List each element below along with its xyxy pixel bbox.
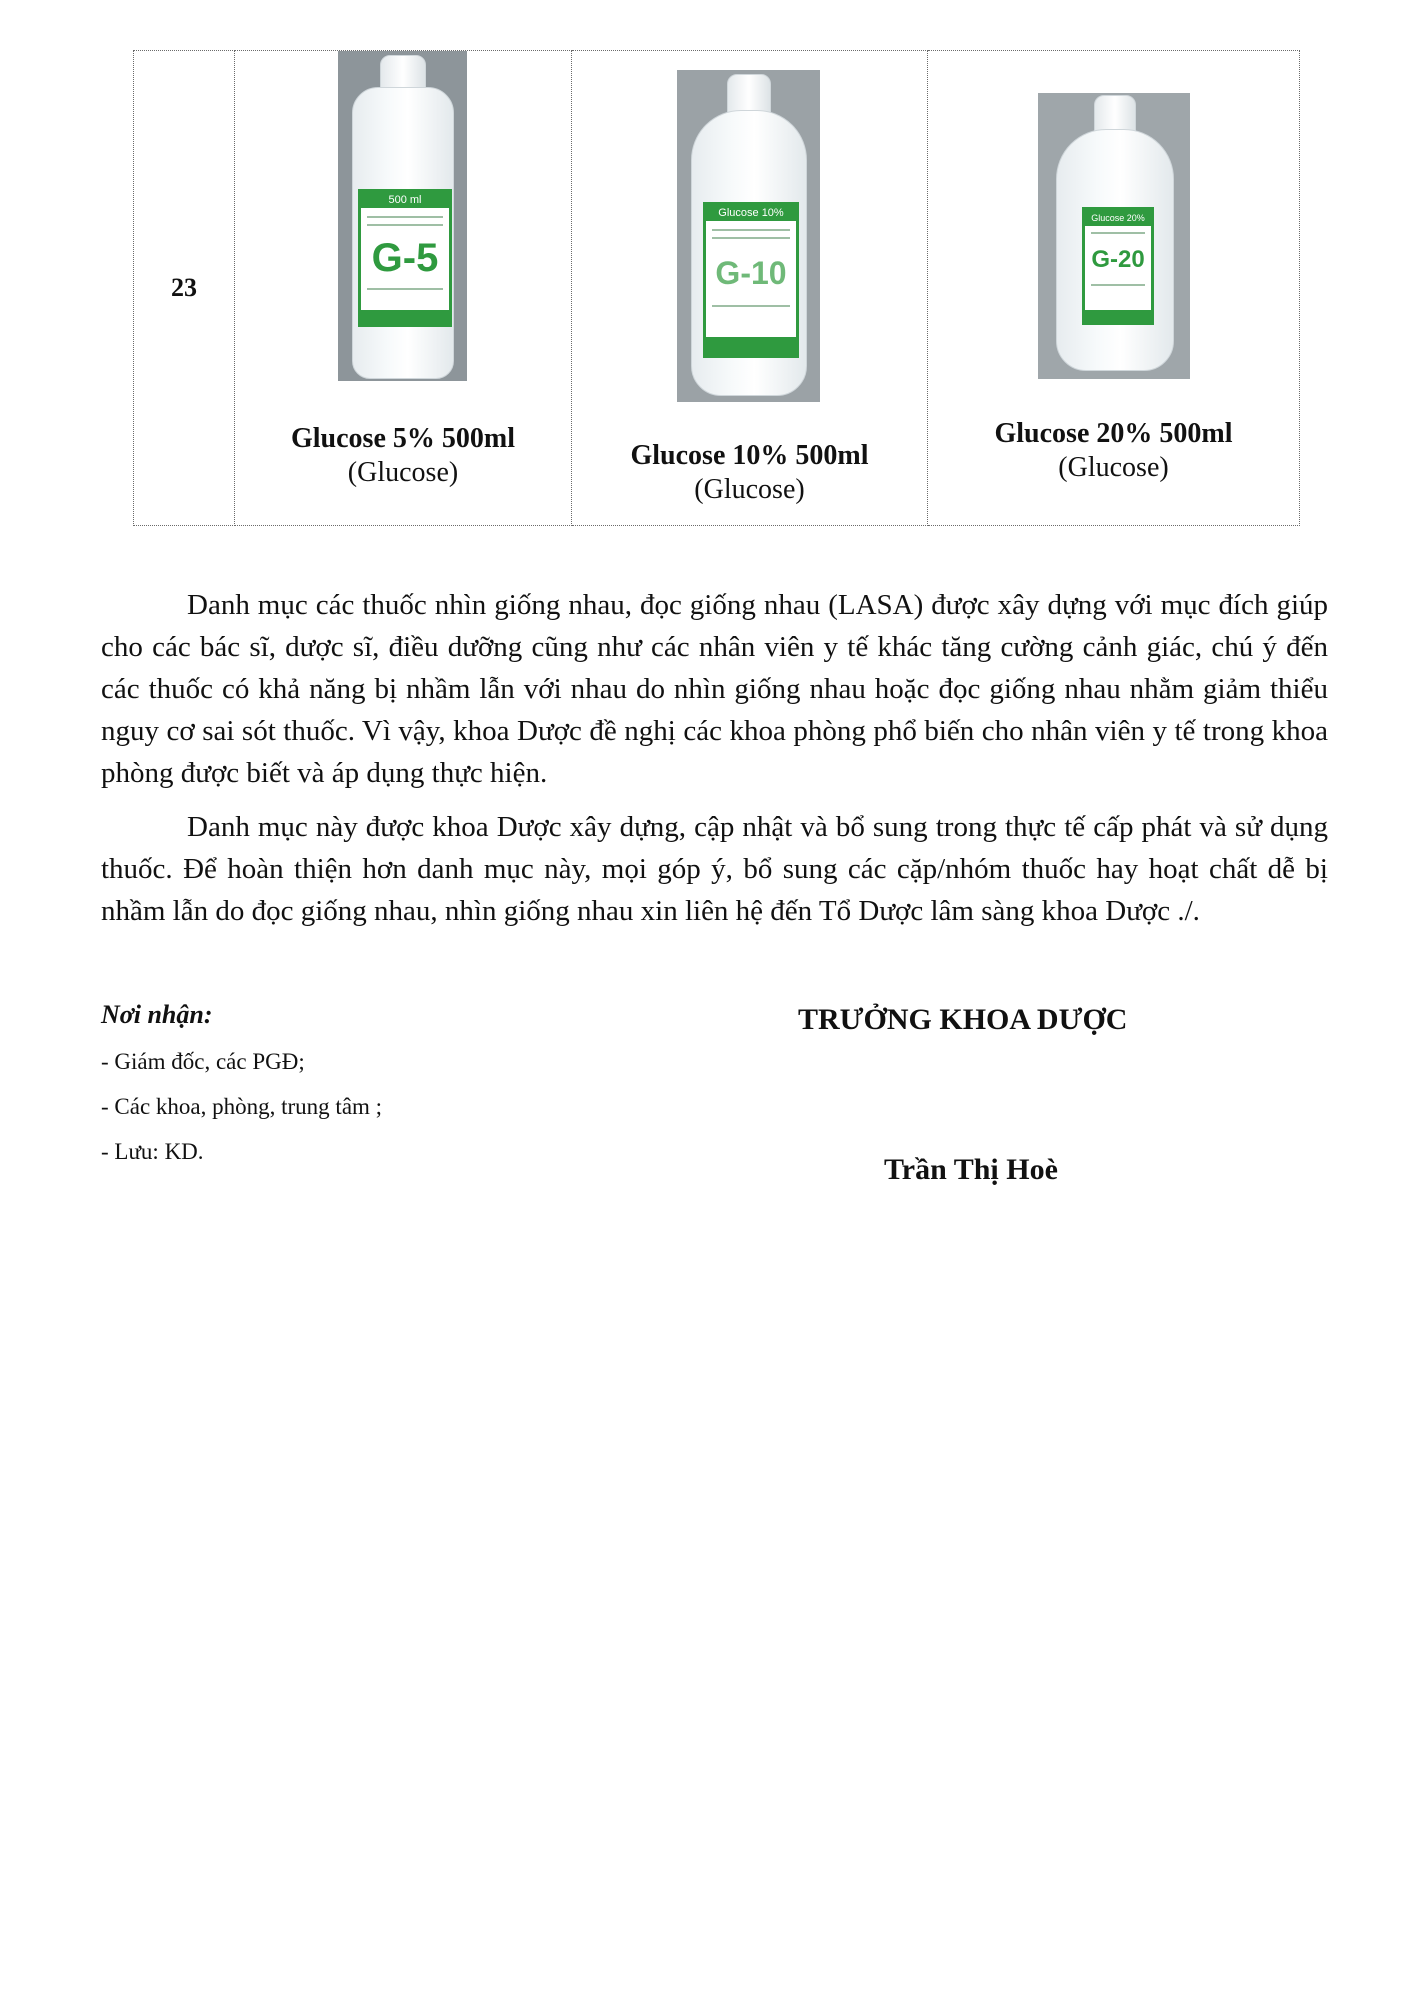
label-g5-text: G-5: [371, 236, 439, 280]
product-cell-glucose-20: [928, 51, 1300, 526]
product-generic: (Glucose): [1058, 452, 1169, 483]
table-row: [134, 51, 1300, 526]
product-name: Glucose 20% 500ml: [994, 418, 1233, 449]
recipient-item: - Các khoa, phòng, trung tâm ;: [101, 1094, 383, 1119]
glucose-10-bottle-photo: Glucose 10% G-10: [677, 70, 820, 402]
body-paragraph-1: Danh mục các thuốc nhìn giống nhau, đọc giống nhau (LASA) được xây dựng với mục đích giúp cho các bác sĩ, dược sĩ, điều dưỡng cũng như các nhân viên y tế khác tăng cường cảnh giác, chú ý đến các thuốc có khả năng bị nhầm lẫn với nhau do nhìn giống nhau hoặc đọc giống nhau nhằm giảm thiểu nguy cơ sai sót thuốc. Vì vậy, khoa Dược đề nghị các khoa phòng phổ biến cho nhân viên y tế trong khoa phòng được biết và áp dụng thực hiện.: [101, 589, 1328, 789]
recipients-title: Nơi nhận:: [101, 1000, 213, 1029]
body-paragraph-2: Danh mục này được khoa Dược xây dựng, cập nhật và bổ sung trong thực tế cấp phát và sử dụng thuốc. Để hoàn thiện hơn danh mục này, mọi góp ý, bổ sung các cặp/nhóm thuốc hay hoạt chất dễ bị nhầm lẫn do đọc giống nhau, nhìn giống nhau xin liên hệ đến Tổ Dược lâm sàng khoa Dược ./.: [101, 811, 1328, 927]
product-name: Glucose 5% 500ml: [291, 423, 515, 454]
recipients-block: [101, 1000, 382, 1183]
product-generic: (Glucose): [694, 474, 805, 505]
product-caption: [928, 417, 1299, 485]
signer-name: Trần Thị Hoè: [884, 1153, 1058, 1186]
product-caption: [572, 439, 927, 507]
product-name: Glucose 10% 500ml: [630, 440, 869, 471]
signer-title: TRƯỞNG KHOA DƯỢC: [798, 1003, 1128, 1036]
glucose-20-bottle-photo: Glucose 20% G-20: [1038, 93, 1190, 379]
lasa-drug-table: [133, 50, 1300, 526]
label-g20-text: G-20: [1091, 246, 1145, 273]
row-number-cell: [134, 51, 235, 526]
product-cell-glucose-10: [572, 51, 928, 526]
product-generic: (Glucose): [347, 457, 459, 488]
product-cell-glucose-5: [235, 51, 572, 526]
product-caption: [235, 422, 571, 490]
recipient-item: - Giám đốc, các PGĐ;: [101, 1049, 305, 1074]
glucose-5-bottle-photo: 500 ml G-5: [338, 51, 467, 381]
label-g10-text: G-10: [715, 255, 787, 291]
row-number: 23: [171, 273, 197, 302]
recipient-item: - Lưu: KD.: [101, 1139, 204, 1164]
